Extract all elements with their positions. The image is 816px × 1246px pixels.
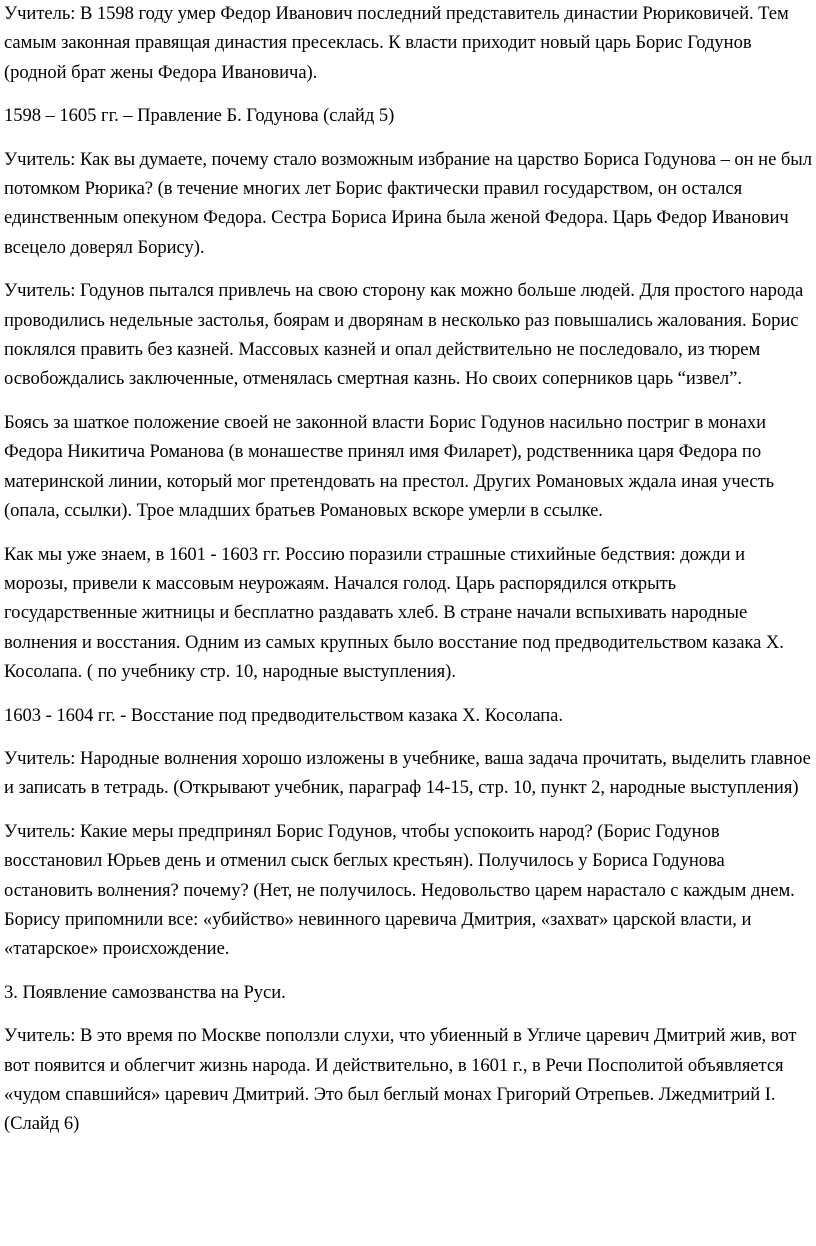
paragraph-death-of-fedor: Учитель: В 1598 году умер Федор Иванович последний представитель династии Рюриковичей. Тем самым законная правящая династия пресеклась. К власти приходит новый царь Борис Годунов (родной брат жены Федора Ивановича). <box>4 3 789 83</box>
paragraph-famine-uprisings: Как мы уже знаем, в 1601 - 1603 гг. Россию поразили страшные стихийные бедствия: дожди и морозы, привели к массовым неурожаям. Начался голод. Царь распорядился открыть государственные житницы и бесплатно раздавать хлеб. В стране начали вспыхивать народные волнения и восстания. Одним из самых крупных было восстание под предводительством казака Х. Косолапа. ( по учебнику стр. 10, народные выступления). <box>4 543 784 683</box>
paragraph-godunov-measures: Учитель: Какие меры предпринял Борис Годунов, чтобы успокоить народ? (Борис Годунов восстановил Юрьев день и отменил сыск беглых крестьян). Получилось у Бориса Годунова остановить волнения? почему? (Нет, не получилось. Недовольство царем нарастало с каждым днем. Борису припомнили все: «убийство» невинного царевича Дмитрия, «захват» царской власти, и «татарское» происхождение. <box>4 820 795 960</box>
paragraph-romanovs-repression: Боясь за шаткое положение своей не законной власти Борис Годунов насильно постриг в монахи Федора Никитича Романова (в монашестве принял имя Филарет), родственника царя Федора по материнской линии, который мог претендовать на престол. Других Романовых ждала иная учесть (опала, ссылки). Трое младших братьев Романовых вскоре умерли в ссылке. <box>4 411 775 522</box>
paragraph-godunov-popularity: Учитель: Годунов пытался привлечь на свою сторону как можно больше людей. Для простого народа проводились недельные застолья, боярам и дворянам в несколько раз повышались жалования. Борис поклялся править без казней. Массовых казней и опал действительно не последовало, из тюрем освобождались заключенные, отменялась смертная казнь. Но своих соперников царь “извел”. <box>4 280 804 390</box>
paragraph-election-question: Учитель: Как вы думаете, почему стало возможным избрание на царство Бориса Годунова – он не был потомком Рюрика? (в течение многих лет Борис фактически правил государством, он остался единственным опекуном Федора. Сестра Бориса Ирина была женой Федора. Царь Федор Иванович всецело доверял Борису). <box>4 148 812 258</box>
heading-khlopok-uprising: 1603 - 1604 гг. - Восстание под предводительством казака Х. Косолапа. <box>4 704 563 726</box>
paragraph-textbook-task: Учитель: Народные волнения хорошо изложены в учебнике, ваша задача прочитать, выделить главное и записать в тетрадь. (Открывают учебник, параграф 14-15, стр. 10, пункт 2, народные выступления) <box>4 747 811 799</box>
paragraph-false-dmitry: Учитель: В это время по Москве поползли слухи, что убиенный в Угличе царевич Дмитрий жив, вот вот появится и облегчит жизнь народа. И действительно, в 1601 г., в Речи Посполитой объявляется «чудом спавшийся» царевич Дмитрий. Это был беглый монах Григорий Отрепьев. Лжедмитрий I. (Слайд 6) <box>4 1025 797 1135</box>
heading-godunov-reign: 1598 – 1605 гг. – Правление Б. Годунова (слайд 5) <box>4 105 395 127</box>
heading-impostors: 3. Появление самозванства на Руси. <box>4 981 286 1003</box>
